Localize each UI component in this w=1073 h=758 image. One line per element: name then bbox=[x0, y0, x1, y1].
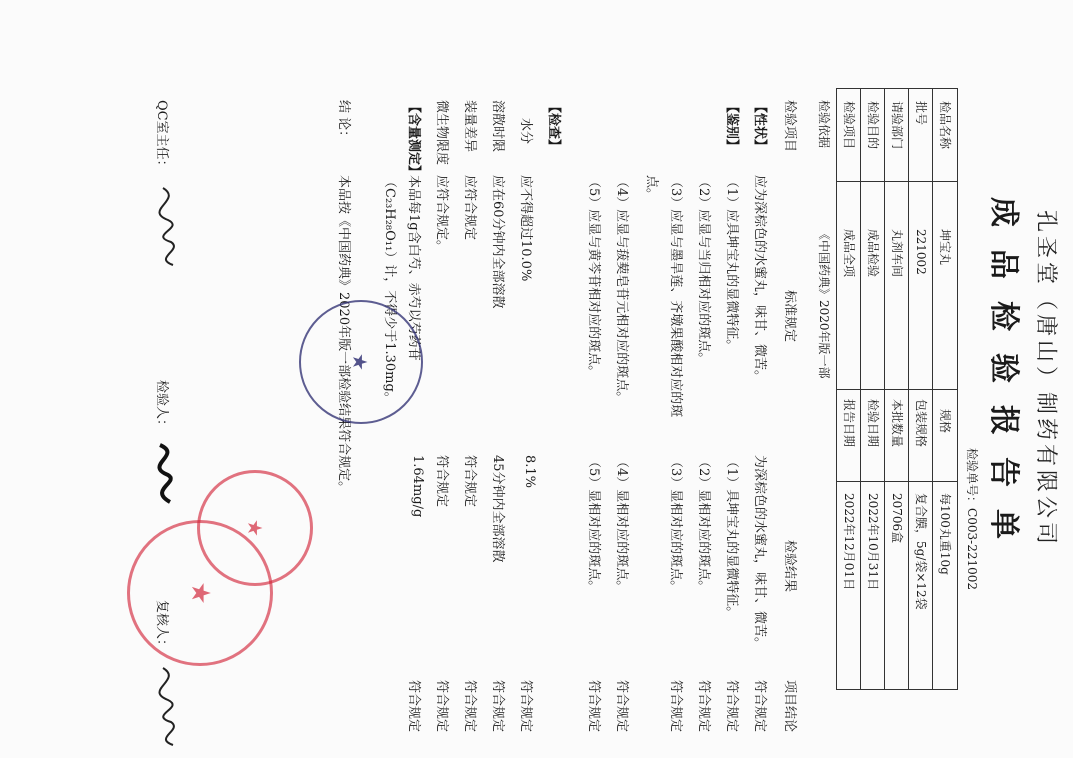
row-result: 符合规定 bbox=[434, 455, 449, 508]
product-name-value: 坤宝丸 bbox=[938, 229, 952, 266]
package-value: 复合膜，5g/袋×12袋 bbox=[914, 493, 928, 610]
row-standard: 本品每1g含白芍、赤芍以芍药苷（C₂₃H₂₈O₁₁）计，不得少于1.30mg。 bbox=[382, 175, 421, 405]
report-date-value: 2022年12月01日 bbox=[842, 493, 856, 591]
items-value: 成品全项 bbox=[842, 229, 856, 278]
row-conclusion: 符合规定 bbox=[752, 680, 767, 733]
col-item-header: 检验项目 bbox=[782, 100, 797, 153]
svg-text:★: ★ bbox=[348, 353, 372, 371]
row-conclusion: 符合规定 bbox=[696, 680, 711, 733]
basis-value: 《中国药典》2020年版一部 bbox=[817, 228, 831, 379]
row-result: 45分钟内全部溶散 bbox=[490, 455, 505, 563]
purpose-label: 检验目的 bbox=[866, 101, 880, 150]
row-result: 为深棕色的水蜜丸，味甘、微苦。 bbox=[752, 455, 767, 651]
row-standard: 应在60分钟内全部溶散 bbox=[490, 175, 505, 309]
checker-label: 复核人： bbox=[154, 600, 169, 653]
svg-text:★: ★ bbox=[185, 581, 215, 605]
row-item: 【鉴别】 bbox=[724, 100, 739, 153]
spec-label: 规格 bbox=[938, 409, 952, 434]
report-number-label: 检验单号： bbox=[965, 448, 979, 509]
header-grid bbox=[836, 88, 958, 690]
row-item: 装量差异 bbox=[462, 100, 477, 153]
row-standard: （2）应显与当归相对应的斑点。 bbox=[696, 175, 711, 366]
dept-value: 丸剂车间 bbox=[890, 229, 904, 278]
row-standard: （5）应显与黄芩苷相对应的斑点。 bbox=[586, 175, 601, 379]
row-item: 【性状】 bbox=[752, 100, 767, 153]
row-result: （1）具坤宝丸的显微特征。 bbox=[724, 455, 739, 620]
row-item: 微生物限度 bbox=[434, 100, 449, 166]
dept-label: 请验部门 bbox=[890, 101, 904, 150]
row-item: 【检查】 bbox=[546, 100, 561, 153]
conclusion-label: 结 论： bbox=[336, 100, 351, 144]
test-date-value: 2022年10月31日 bbox=[866, 493, 880, 591]
report-title: 成品检验报告单 bbox=[986, 197, 1021, 561]
row-conclusion: 符合规定 bbox=[490, 680, 505, 733]
qty-label: 本批数量 bbox=[890, 399, 904, 448]
product-name-label: 检品名称 bbox=[938, 101, 952, 150]
row-standard: （4）应显与菝葜皂苷元相对应的斑点。 bbox=[614, 175, 629, 405]
row-result: （4）显相对应的斑点。 bbox=[614, 455, 629, 594]
inspector-signature bbox=[138, 440, 188, 510]
col-conclusion-header: 项目结论 bbox=[782, 680, 797, 733]
report-number-value: C003-221002 bbox=[965, 508, 979, 590]
basis-label: 检验依据 bbox=[817, 100, 831, 149]
purpose-value: 成品检验 bbox=[866, 229, 880, 278]
row-result: 符合规定 bbox=[462, 455, 477, 508]
row-conclusion: 符合规定 bbox=[518, 680, 533, 733]
company-name: 孔圣堂（唐山）制药有限公司 bbox=[1033, 209, 1058, 548]
package-label: 包装规格 bbox=[914, 399, 928, 448]
col-result-header: 检验结果 bbox=[782, 540, 797, 593]
conclusion-text: 本品按《中国药典》2020年版一部检验结果符合规定。 bbox=[336, 175, 351, 495]
spec-value: 每100丸重10g bbox=[938, 493, 952, 575]
checker-signature bbox=[133, 660, 193, 750]
row-conclusion: 符合规定 bbox=[668, 680, 683, 733]
qc-signature bbox=[133, 180, 193, 270]
company-seal bbox=[299, 300, 423, 424]
items-label: 检验项目 bbox=[842, 101, 856, 150]
row-item: 溶散时限 bbox=[490, 100, 505, 153]
row-result: 8.1% bbox=[522, 455, 537, 489]
report-number bbox=[964, 448, 981, 590]
row-conclusion: 符合规定 bbox=[462, 680, 477, 733]
inspector-label: 检验人： bbox=[154, 380, 169, 433]
row-standard: 应符合规定 bbox=[462, 175, 477, 241]
row-item: 【含量测定】 bbox=[406, 100, 421, 179]
col-standard-header: 标准规定 bbox=[782, 290, 797, 343]
row-conclusion: 符合规定 bbox=[614, 680, 629, 733]
row-standard: （3）应显与墨旱莲、齐墩果酸相对应的斑点。 bbox=[644, 175, 683, 418]
row-standard: 应符合规定。 bbox=[434, 175, 449, 254]
row-conclusion: 符合规定 bbox=[724, 680, 739, 733]
red-seal bbox=[127, 520, 273, 666]
row-standard: 应为深棕色的水蜜丸，味甘、微苦。 bbox=[752, 175, 767, 384]
report-date-label: 报告日期 bbox=[842, 399, 856, 448]
batch-label: 批号 bbox=[914, 101, 928, 126]
qty-value: 20706盒 bbox=[890, 493, 904, 544]
row-conclusion: 符合规定 bbox=[434, 680, 449, 733]
row-result: 1.64mg/g bbox=[410, 455, 425, 518]
row-standard: （1）应具坤宝丸的显微特征。 bbox=[724, 175, 739, 353]
row-conclusion: 符合规定 bbox=[406, 680, 421, 733]
row-conclusion: 符合规定 bbox=[586, 680, 601, 733]
svg-text:★: ★ bbox=[243, 519, 267, 537]
row-result: （2）显相对应的斑点。 bbox=[696, 455, 711, 594]
row-item: 水分 bbox=[518, 118, 533, 145]
row-result: （5）显相对应的斑点。 bbox=[586, 455, 601, 594]
row-standard: 应不得超过10.0% bbox=[518, 175, 533, 282]
qc-director-label: QC室主任： bbox=[154, 100, 169, 173]
row-result: （3）显相对应的斑点。 bbox=[668, 455, 683, 594]
test-date-label: 检验日期 bbox=[866, 399, 880, 448]
batch-value: 221002 bbox=[914, 229, 928, 275]
